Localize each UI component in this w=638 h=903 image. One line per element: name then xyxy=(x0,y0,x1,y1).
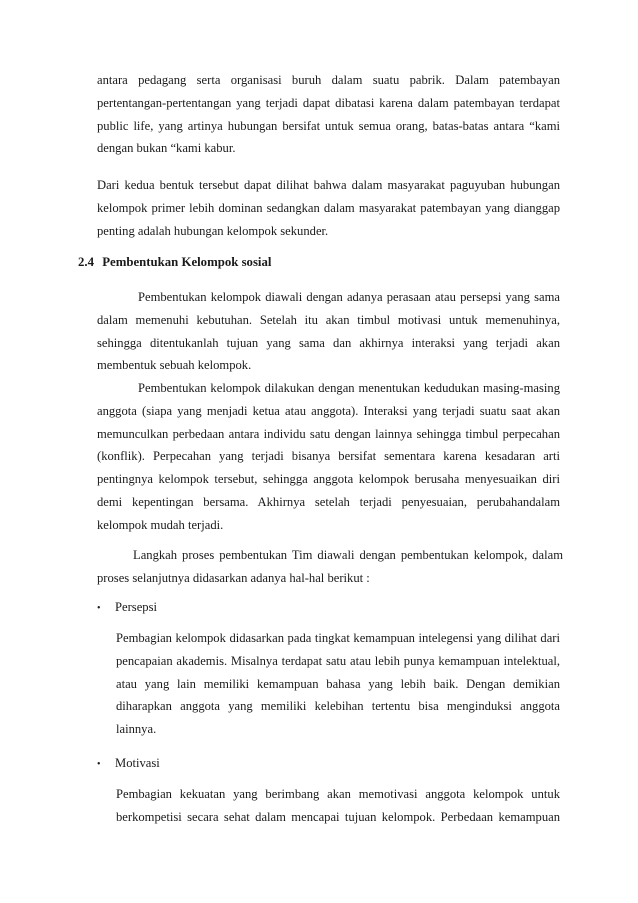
bullet-title: Motivasi xyxy=(115,756,160,770)
section-number: 2.4 xyxy=(78,255,94,269)
paragraph-kesimpulan: Dari kedua bentuk tersebut dapat dilihat bahwa dalam masyarakat paguyuban hubungan kelompok primer lebih dominan sedangkan dalam masyarakat patembayan yang dianggap penting adalah hubungan kelompok sekunder. xyxy=(97,178,560,238)
bullet-icon: • xyxy=(97,603,101,614)
paragraph-pembentukan-1: Pembentukan kelompok diawali dengan adanya perasaan atau persepsi yang sama dalam memenuhi kebutuhan. Setelah itu akan timbul motivasi untuk memenuhinya, sehingga ditentukanlah tujuan yang sama dan akhirnya interaksi yang terjadi akan membentuk sebuah kelompok. xyxy=(97,290,560,373)
section-title: Pembentukan Kelompok sosial xyxy=(102,255,272,269)
bullet-text-persepsi: Pembagian kelompok didasarkan pada tingkat kemampuan intelegensi yang dilihat dari pencapaian akademis. Misalnya terdapat satu atau lebih punya kemampuan intelektual, atau yang lain memiliki kemampuan bahasa yang lebih baik. Dengan demikian diharapkan anggota yang memiliki kelebihan tertentu bisa menginduksi anggota lainnya. xyxy=(116,631,560,737)
bullet-text-motivasi: Pembagian kekuatan yang berimbang akan memotivasi anggota kelompok untuk berkompetisi secara sehat dalam mencapai tujuan kelompok. Perbedaan kemampuan xyxy=(116,787,560,824)
bullet-icon: • xyxy=(97,759,101,770)
bullet-item-motivasi xyxy=(97,756,160,771)
paragraph-langkah-proses: Langkah proses pembentukan Tim diawali dengan pembentukan kelompok, dalam proses selanjutnya didasarkan adanya hal-hal berikut : xyxy=(97,548,563,585)
paragraph-pembentukan-2: Pembentukan kelompok dilakukan dengan menentukan kedudukan masing-masing anggota (siapa yang menjadi ketua atau anggota). Interaksi yang terjadi suatu saat akan memunculkan perbedaan antara individu satu dengan lainnya sehingga timbul perpecahan (konflik). Perpecahan yang terjadi bisanya bersifat sementara karena kesadaran arti pentingnya kelompok tersebut, sehingga anggota kelompok berusaha menyesuaikan diri demi kepentingan bersama. Akhirnya setelah terjadi penyesuaian, perubahandalam kelompok mudah terjadi. xyxy=(97,381,560,532)
bullet-title: Persepsi xyxy=(115,600,157,614)
paragraph-patembayan: antara pedagang serta organisasi buruh dalam suatu pabrik. Dalam patembayan pertentangan-pertentangan yang terjadi dapat dibatasi karena dalam patembayan terdapat public life, yang artinya hubungan bersifat untuk semua orang, batas-batas antara “kami dengan bukan “kami kabur. xyxy=(97,73,560,156)
section-heading xyxy=(78,255,271,270)
bullet-item-persepsi xyxy=(97,600,157,615)
